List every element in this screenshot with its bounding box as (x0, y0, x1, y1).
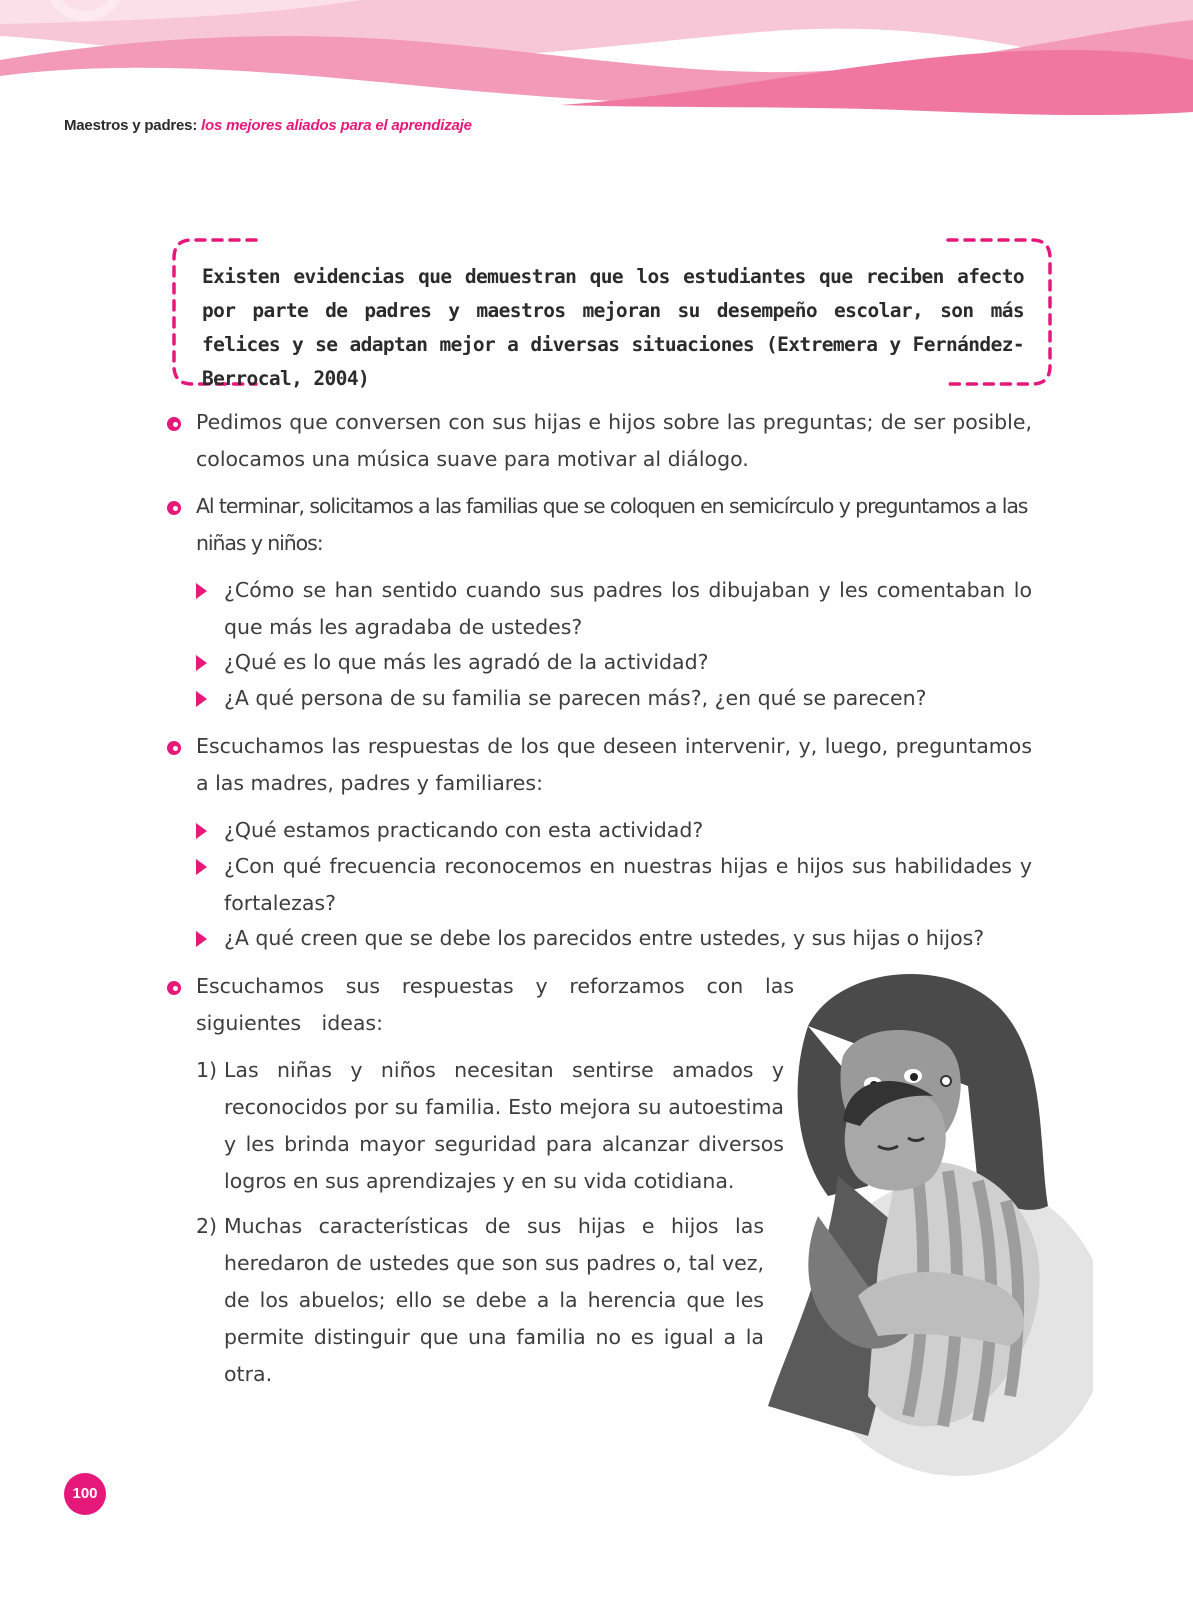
pink-arrow-icon (196, 859, 207, 875)
list-item (196, 488, 1032, 562)
mother-hugging-child-illustration (748, 966, 1093, 1486)
sub-item-text: ¿Con qué frecuencia reconocemos en nuestras hijas e hijos sus habilidades y fortalezas? (224, 854, 1032, 915)
running-head-italic: los mejores aliados para el aprendizaje (201, 117, 472, 134)
sub-list-item (224, 812, 1032, 849)
sub-list-item (224, 572, 1032, 646)
sub-item-text: ¿A qué persona de su familia se parecen más?, ¿en qué se parecen? (224, 686, 927, 710)
bullet-text: Escuchamos las respuestas de los que deseen intervenir, y, luego, preguntamos a las madres, padres y familiares: (196, 734, 1032, 795)
bullet-text: Escuchamos sus respuestas y reforzamos con las siguientes ideas: (196, 974, 794, 1035)
pink-arrow-icon (196, 931, 207, 947)
pink-arrow-icon (196, 691, 207, 707)
sub-item-text: ¿Qué estamos practicando con esta actividad? (224, 818, 704, 842)
pink-arrow-icon (196, 823, 207, 839)
pink-bullet-dot-icon (167, 981, 181, 995)
item-number: 2) (196, 1214, 218, 1238)
running-head-bold: Maestros y padres: (64, 117, 198, 134)
numbered-item-text: Las niñas y niños necesitan sentirse amados y reconocidos por su familia. Esto mejora su autoestima y les brinda mayor seguridad para alcanzar diversos logros en sus aprendizajes y en su vida cotidiana. (224, 1058, 784, 1193)
sub-item-text: ¿A qué creen que se debe los parecidos entre ustedes, y sus hijas o hijos? (224, 926, 985, 950)
sub-item-text: ¿Qué es lo que más les agradó de la actividad? (224, 650, 709, 674)
bullet-text: Pedimos que conversen con sus hijas e hijos sobre las preguntas; de ser posible, colocamos una música suave para motivar al diálogo. (196, 410, 1032, 471)
header-wave-decoration (0, 0, 1193, 160)
sub-list-item (224, 680, 1032, 717)
callout-box (172, 238, 1052, 390)
list-item (196, 404, 1032, 478)
callout-text: Existen evidencias que demuestran que los estudiantes que reciben afecto por parte de padres y maestros mejoran su desempeño escolar, son más felices y se adaptan mejor a diversas situaciones (Extremera y Fernández-Berrocal, 2004) (202, 265, 1024, 390)
numbered-item (196, 1208, 764, 1393)
list-item (196, 968, 794, 1042)
page-number: 100 (64, 1473, 106, 1515)
pink-bullet-dot-icon (167, 417, 181, 431)
numbered-item (196, 1052, 784, 1200)
sub-list-item (224, 848, 1032, 922)
list-item (196, 728, 1032, 802)
sub-item-text: ¿Cómo se han sentido cuando sus padres los dibujaban y les comentaban lo que más les agradaba de ustedes? (224, 578, 1032, 639)
sub-list-item (224, 644, 1032, 681)
running-head (64, 117, 472, 134)
item-number: 1) (196, 1058, 218, 1082)
pink-arrow-icon (196, 655, 207, 671)
pink-bullet-dot-icon (167, 501, 181, 515)
pink-bullet-dot-icon (167, 741, 181, 755)
bullet-text: Al terminar, solicitamos a las familias que se coloquen en semicírculo y preguntamos a las niñas y niños: (196, 494, 1028, 555)
numbered-item-text: Muchas características de sus hijas e hijos las heredaron de ustedes que son sus padres o, tal vez, de los abuelos; ello se debe a la herencia que les permite distinguir que una familia no es igual a la otra. (224, 1214, 764, 1386)
sub-list-item (224, 920, 1032, 957)
pink-arrow-icon (196, 583, 207, 599)
